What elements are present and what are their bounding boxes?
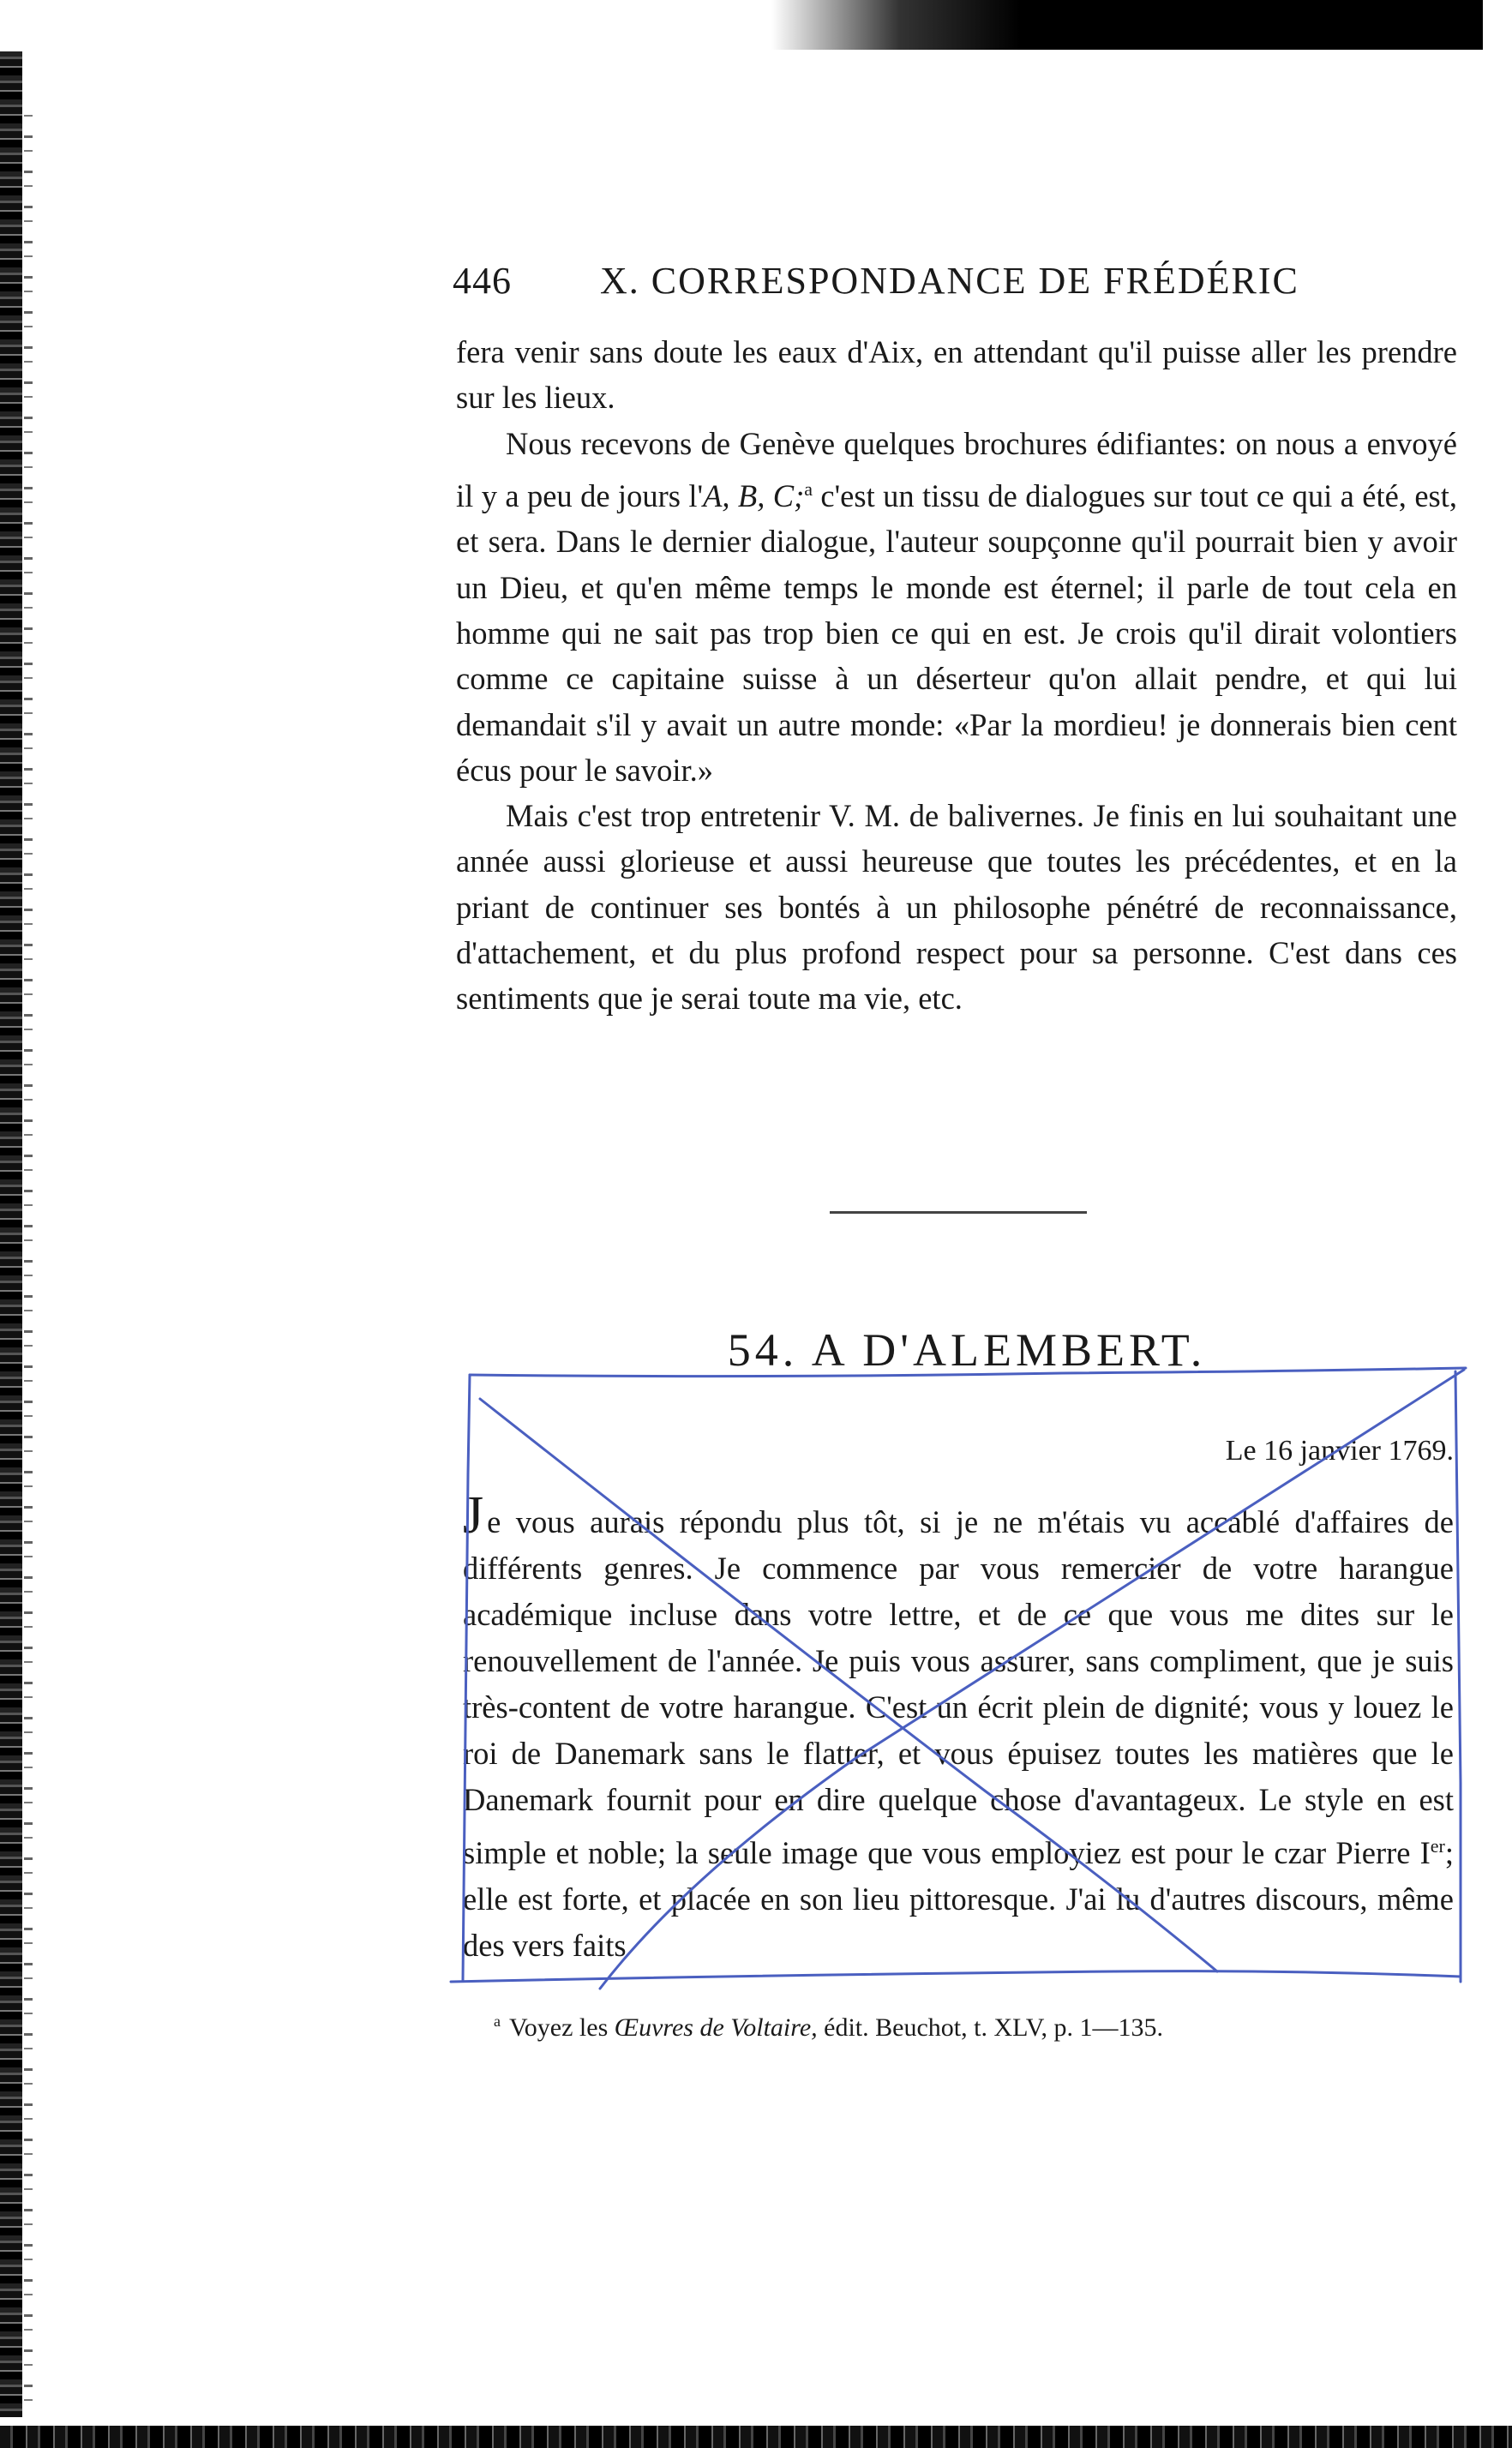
letter-superscript: er xyxy=(1430,1835,1445,1857)
letter-date: Le 16 janvier 1769. xyxy=(1225,1435,1454,1467)
paragraph-2 xyxy=(456,421,1457,794)
footnote-marker: a xyxy=(494,2013,501,2030)
letter-title: 54. A D'ALEMBERT. xyxy=(727,1324,1207,1376)
section-divider xyxy=(830,1211,1087,1214)
body-text xyxy=(456,329,1457,1022)
footnote-text-end: édit. Beuchot, t. XLV, p. 1—135. xyxy=(817,2013,1163,2042)
scan-edge-left xyxy=(0,51,22,2417)
paragraph-3: Mais c'est trop entretenir V. M. de balivernes. Je finis en lui souhaitant une année aussi glorieuse et aussi heureuse que toutes les précédentes, et en la priant de continuer ses bontés à un philosophe pénétré de reconnaissance, d'attachement, et du plus profond respect pour sa personne. C'est dans ces sentiments que je serai toute ma vie, etc. xyxy=(456,798,1457,1017)
drop-cap: J xyxy=(463,1486,484,1545)
paragraph-2-start: Nous recevons de Genève quelques brochures édifiantes: on nous a envoyé il y a peu de jours l' xyxy=(456,425,1457,514)
scan-edge-left-noise xyxy=(24,103,33,2417)
letter-text-end: ; elle est forte, et placée en son lieu pittoresque. J'ai lu d'autres discours, même des vers faits xyxy=(463,1835,1454,1964)
footnote-italic: Œuvres de Voltaire, xyxy=(614,2013,818,2042)
scan-edge-top xyxy=(771,0,1483,50)
annotation-frame-bottom xyxy=(451,1971,1461,1982)
letter-body xyxy=(463,1486,1454,1969)
letter-paragraph xyxy=(463,1486,1454,1969)
running-title: X. CORRESPONDANCE DE FRÉDÉRIC xyxy=(600,260,1299,302)
paragraph-1: fera venir sans doute les eaux d'Aix, en attendant qu'il puisse aller les prendre sur les lieux. xyxy=(456,334,1457,416)
footnote xyxy=(494,2013,1471,2043)
scan-edge-bottom xyxy=(0,2426,1512,2448)
page-number: 446 xyxy=(453,260,512,302)
running-header xyxy=(453,255,1447,315)
abc-title: A, B, C; xyxy=(703,478,805,514)
paragraph-2-end: c'est un tissu de dialogues sur tout ce qui a été, est, et sera. Dans le dernier dialogue, l'auteur soupçonne qu'il pourrait bien y avoir un Dieu, et qu'en même temps le monde est éternel; il parle de tout cela en homme qui ne sait pas trop bien ce qui en est. Je crois qu'il dirait volontiers comme ce capitaine suisse à un déserteur qu'on allait pendre, et qui lui demandait s'il y avait un autre monde: «Par la mordieu! je donnerais bien cent écus pour le savoir.» xyxy=(456,478,1457,788)
annotation-frame-right xyxy=(1455,1371,1461,1982)
letter-text-start: e vous aurais répondu plus tôt, si je ne m'étais vu accablé d'affaires de différents genres. Je commence par vous remercier de votre harangue académique incluse dans votre lettre, et de ce que vous me dites sur le renouvellement de l'année. Je puis vous assurer, sans compliment, que je suis très-content de votre harangue. C'est un écrit plein de dignité; vous y louez le roi de Danemark sans le flatter, et vous épuisez toutes les matières que le Danemark fournit pour en dire quelque chose d'avantageux. Le style en est simple et noble; la seule image que vous employiez est pour le czar Pierre I xyxy=(463,1504,1454,1871)
footnote-ref: a xyxy=(804,477,813,500)
footnote-text-start: Voyez les xyxy=(509,2013,615,2042)
